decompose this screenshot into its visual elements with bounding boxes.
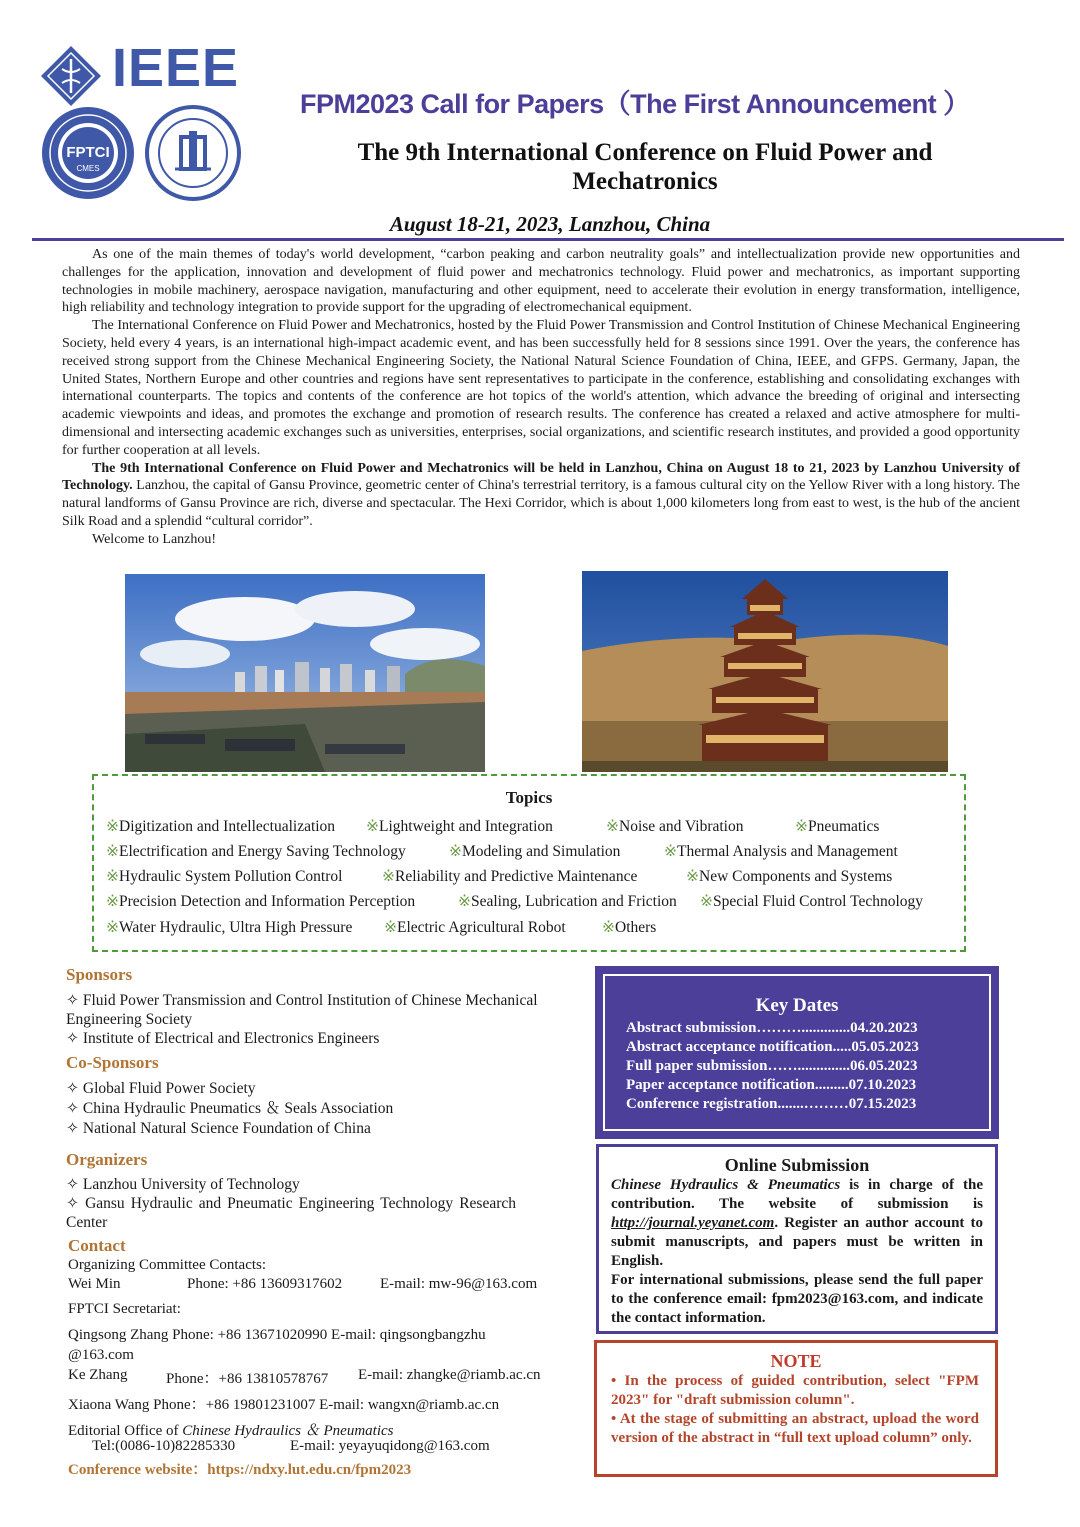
note-item: • At the stage of submitting an abstract, upload the word version of the abstract in “full text upload column” only. xyxy=(611,1411,979,1446)
contact-line-zhang: Qingsong Zhang Phone: +86 13671020990 E-mail: qingsongbangzhu xyxy=(68,1327,486,1343)
online-submission-title: Online Submission xyxy=(724,1155,870,1175)
topic-item: ※Lightweight and Integration xyxy=(366,818,553,835)
conference-title: The 9th International Conference on Fluid Power and Mechatronics xyxy=(357,139,933,195)
call-for-papers-title: FPM2023 Call for Papers（The First Announcement ） xyxy=(300,89,970,119)
contact-phone: Phone：+86 13810578767 xyxy=(166,1371,329,1387)
mogao-pagoda-photo xyxy=(582,571,948,772)
topic-item: ※Special Fluid Control Technology xyxy=(700,893,924,910)
intro-paragraph-2: The International Conference on Fluid Power and Mechatronics, hosted by the Fluid Power Transmission and Control Institution of Chinese Mechanical Engineering Society, held every 4 years, is an international high-impact academic event, and has been successfully held for 8 sessions since 1991. Over the years, the conference has received strong support from the Chinese Mechanical Engineering Society, the National Natural Science Foundation of China, IEEE, and GFPS. Germany, Japan, the United States, Northern Europe and other countries and regions have sent representatives to participate in the conference, establishing and consolidating exchanges with international counterparts. The topics and contents of the conference are hot topics of the world's attention, which advance the breeding of original and intersecting academic viewpoints and ideas, and promotes the exchange and promotion of research results. The conference has created a relaxed and active atmosphere for multi-dimensional and intersecting academic exchanges such as universities, enterprises, social organizations, and scientific research institutes, and provided a good opportunity for further cooperation at all levels. xyxy=(62,318,1020,458)
ieee-wordmark: IEEE xyxy=(112,38,240,98)
topic-item: ※Water Hydraulic, Ultra High Pressure xyxy=(106,919,353,936)
sponsor-item: ✧ Institute of Electrical and Electronics Engineers xyxy=(66,1030,380,1047)
svg-text:CMES: CMES xyxy=(76,164,100,173)
contact-phone: Phone: +86 13609317602 xyxy=(187,1276,343,1292)
submission-website-link[interactable]: http://journal.yeyanet.com xyxy=(611,1215,775,1231)
journal-name: Chinese Hydraulics & Pneumatics xyxy=(611,1177,841,1193)
editorial-office-line: Editorial Office of Chinese Hydraulics ＆ Pneumatics xyxy=(68,1423,394,1439)
sponsors-heading: Sponsors xyxy=(66,965,133,984)
journal-name: Chinese Hydraulics ＆ Pneumatics xyxy=(182,1423,394,1439)
header-divider xyxy=(32,238,1064,241)
contact-line-zhang-cont: @163.com xyxy=(68,1347,134,1363)
key-date-row: Conference registration.......………07.15.2023 xyxy=(626,1096,917,1112)
key-dates-title: Key Dates xyxy=(755,995,839,1016)
editorial-tel: Tel:(0086-10)82285330 xyxy=(92,1438,236,1454)
contact-heading: Contact xyxy=(68,1236,126,1255)
editorial-email: E-mail: yeyayuqidong@163.com xyxy=(290,1438,490,1454)
topic-item: ※Precision Detection and Information Perception xyxy=(106,893,416,910)
international-submission-text: For international submissions, please send the full paper to the conference email: fpm2023@163.com, and indicate the contact information. xyxy=(611,1272,983,1326)
topic-item: ※Thermal Analysis and Management xyxy=(664,843,898,860)
topic-item: ※Pneumatics xyxy=(795,818,880,835)
key-date-row: Paper acceptance notification.........07.10.2023 xyxy=(626,1077,917,1093)
organizers-heading: Organizers xyxy=(66,1150,148,1169)
note-text xyxy=(611,1372,979,1448)
lut-seal-logo xyxy=(145,105,241,201)
topic-item: ※Reliability and Predictive Maintenance xyxy=(382,868,638,885)
intro-paragraph-3-rest: Lanzhou, the capital of Gansu Province, geometric center of China's terrestrial territory, is a famous cultural city on the Yellow River with a long history. The natural landforms of Gansu Province are rich, diverse and spectacular. The Hexi Corridor, which is about 1,000 kilometers long from east to west, is the hub of the ancient Silk Road and a splendid “cultural corridor”. xyxy=(62,478,1020,529)
intro-text xyxy=(62,246,1020,549)
co-sponsor-item: ✧ Global Fluid Power Society xyxy=(66,1080,256,1097)
co-sponsors-heading: Co-Sponsors xyxy=(66,1053,159,1072)
sponsor-item: ✧ Fluid Power Transmission and Control Institution of Chinese Mechanical Engineering Society xyxy=(66,992,538,1028)
topic-item: ※Digitization and Intellectualization xyxy=(106,818,336,835)
conference-website-link[interactable]: Conference website：https://ndxy.lut.edu.cn/fpm2023 xyxy=(68,1462,412,1478)
intro-paragraph-3 xyxy=(62,460,1020,531)
note-title: NOTE xyxy=(770,1351,822,1371)
secretariat-label: FPTCI Secretariat: xyxy=(68,1301,181,1317)
key-date-row: Abstract acceptance notification.....05.05.2023 xyxy=(626,1039,919,1055)
intro-paragraph-3-bold: The 9th International Conference on Fluid Power and Mechatronics will be held in Lanzhou, China on August 18 to 21, 2023 by Lanzhou University of Technology. xyxy=(62,460,1020,494)
fptci-seal-logo xyxy=(40,105,136,201)
co-sponsor-item: ✧ National Natural Science Foundation of China xyxy=(66,1120,371,1137)
co-sponsor-item: ✧ China Hydraulic Pneumatics ＆ Seals Association xyxy=(66,1100,394,1117)
online-submission-text: Chinese Hydraulics & Pneumatics is in charge of the contribution. The website of submission is http://journal.yeyanet.com. Register an author account to submit manuscripts, and papers must be written in English. For international submissions, please send the full paper to the conference email: fpm2023@163.com, and indicate the contact information. xyxy=(611,1177,983,1326)
note-item: • In the process of guided contribution, select "FPM 2023" for "draft submission column". xyxy=(611,1373,979,1408)
contact-name: Wei Min xyxy=(68,1276,121,1292)
key-date-row: Full paper submission……..............06.05.2023 xyxy=(626,1058,918,1074)
key-date-row: Abstract submission……….............04.20.2023 xyxy=(626,1020,918,1036)
conference-date: August 18-21, 2023, Lanzhou, China xyxy=(389,212,711,236)
intro-welcome: Welcome to Lanzhou! xyxy=(92,531,217,547)
organizer-item: ✧ Gansu Hydraulic and Pneumatic Engineering Technology Research Center xyxy=(66,1195,516,1231)
ieee-diamond-icon xyxy=(40,45,102,107)
topic-item: ※Noise and Vibration xyxy=(606,818,744,835)
intro-paragraph-1: As one of the main themes of today's world development, “carbon peaking and carbon neutrality goals” and intellectualization provide new opportunities and challenges for the application, innovation and development of fluid power and mechatronics technology. Fluid power and mechatronics, as important supporting technologies in mobile machinery, aerospace navigation, manufacturing and other equipment, need to accelerate their evolution in energy transformation, intelligence, high reliability and technology integration to provide support for the upgrading of electromechanical equipment. xyxy=(62,247,1020,316)
topic-item: ※Sealing, Lubrication and Friction xyxy=(458,893,677,910)
committee-contacts-label: Organizing Committee Contacts: xyxy=(68,1257,267,1273)
svg-text:FPTCI: FPTCI xyxy=(66,144,110,161)
contact-email: E-mail: mw-96@163.com xyxy=(380,1276,538,1292)
topics-title: Topics xyxy=(505,788,553,807)
topic-item: ※Electrification and Energy Saving Technology xyxy=(106,843,406,860)
contact-email: E-mail: zhangke@riamb.ac.cn xyxy=(358,1367,541,1383)
contact-line-xiaona: Xiaona Wang Phone：+86 19801231007 E-mail: wangxn@riamb.ac.cn xyxy=(68,1397,500,1413)
topic-item: ※Modeling and Simulation xyxy=(449,843,621,860)
topic-item: ※New Components and Systems xyxy=(686,868,893,885)
topic-item: ※Hydraulic System Pollution Control xyxy=(106,868,343,885)
topic-item: ※Others xyxy=(602,919,657,936)
ieee-logo xyxy=(40,38,240,105)
organizer-item: ✧ Lanzhou University of Technology xyxy=(66,1176,300,1193)
lanzhou-city-photo xyxy=(125,574,485,772)
topic-item: ※Electric Agricultural Robot xyxy=(384,919,566,936)
contact-name: Ke Zhang xyxy=(68,1367,128,1383)
